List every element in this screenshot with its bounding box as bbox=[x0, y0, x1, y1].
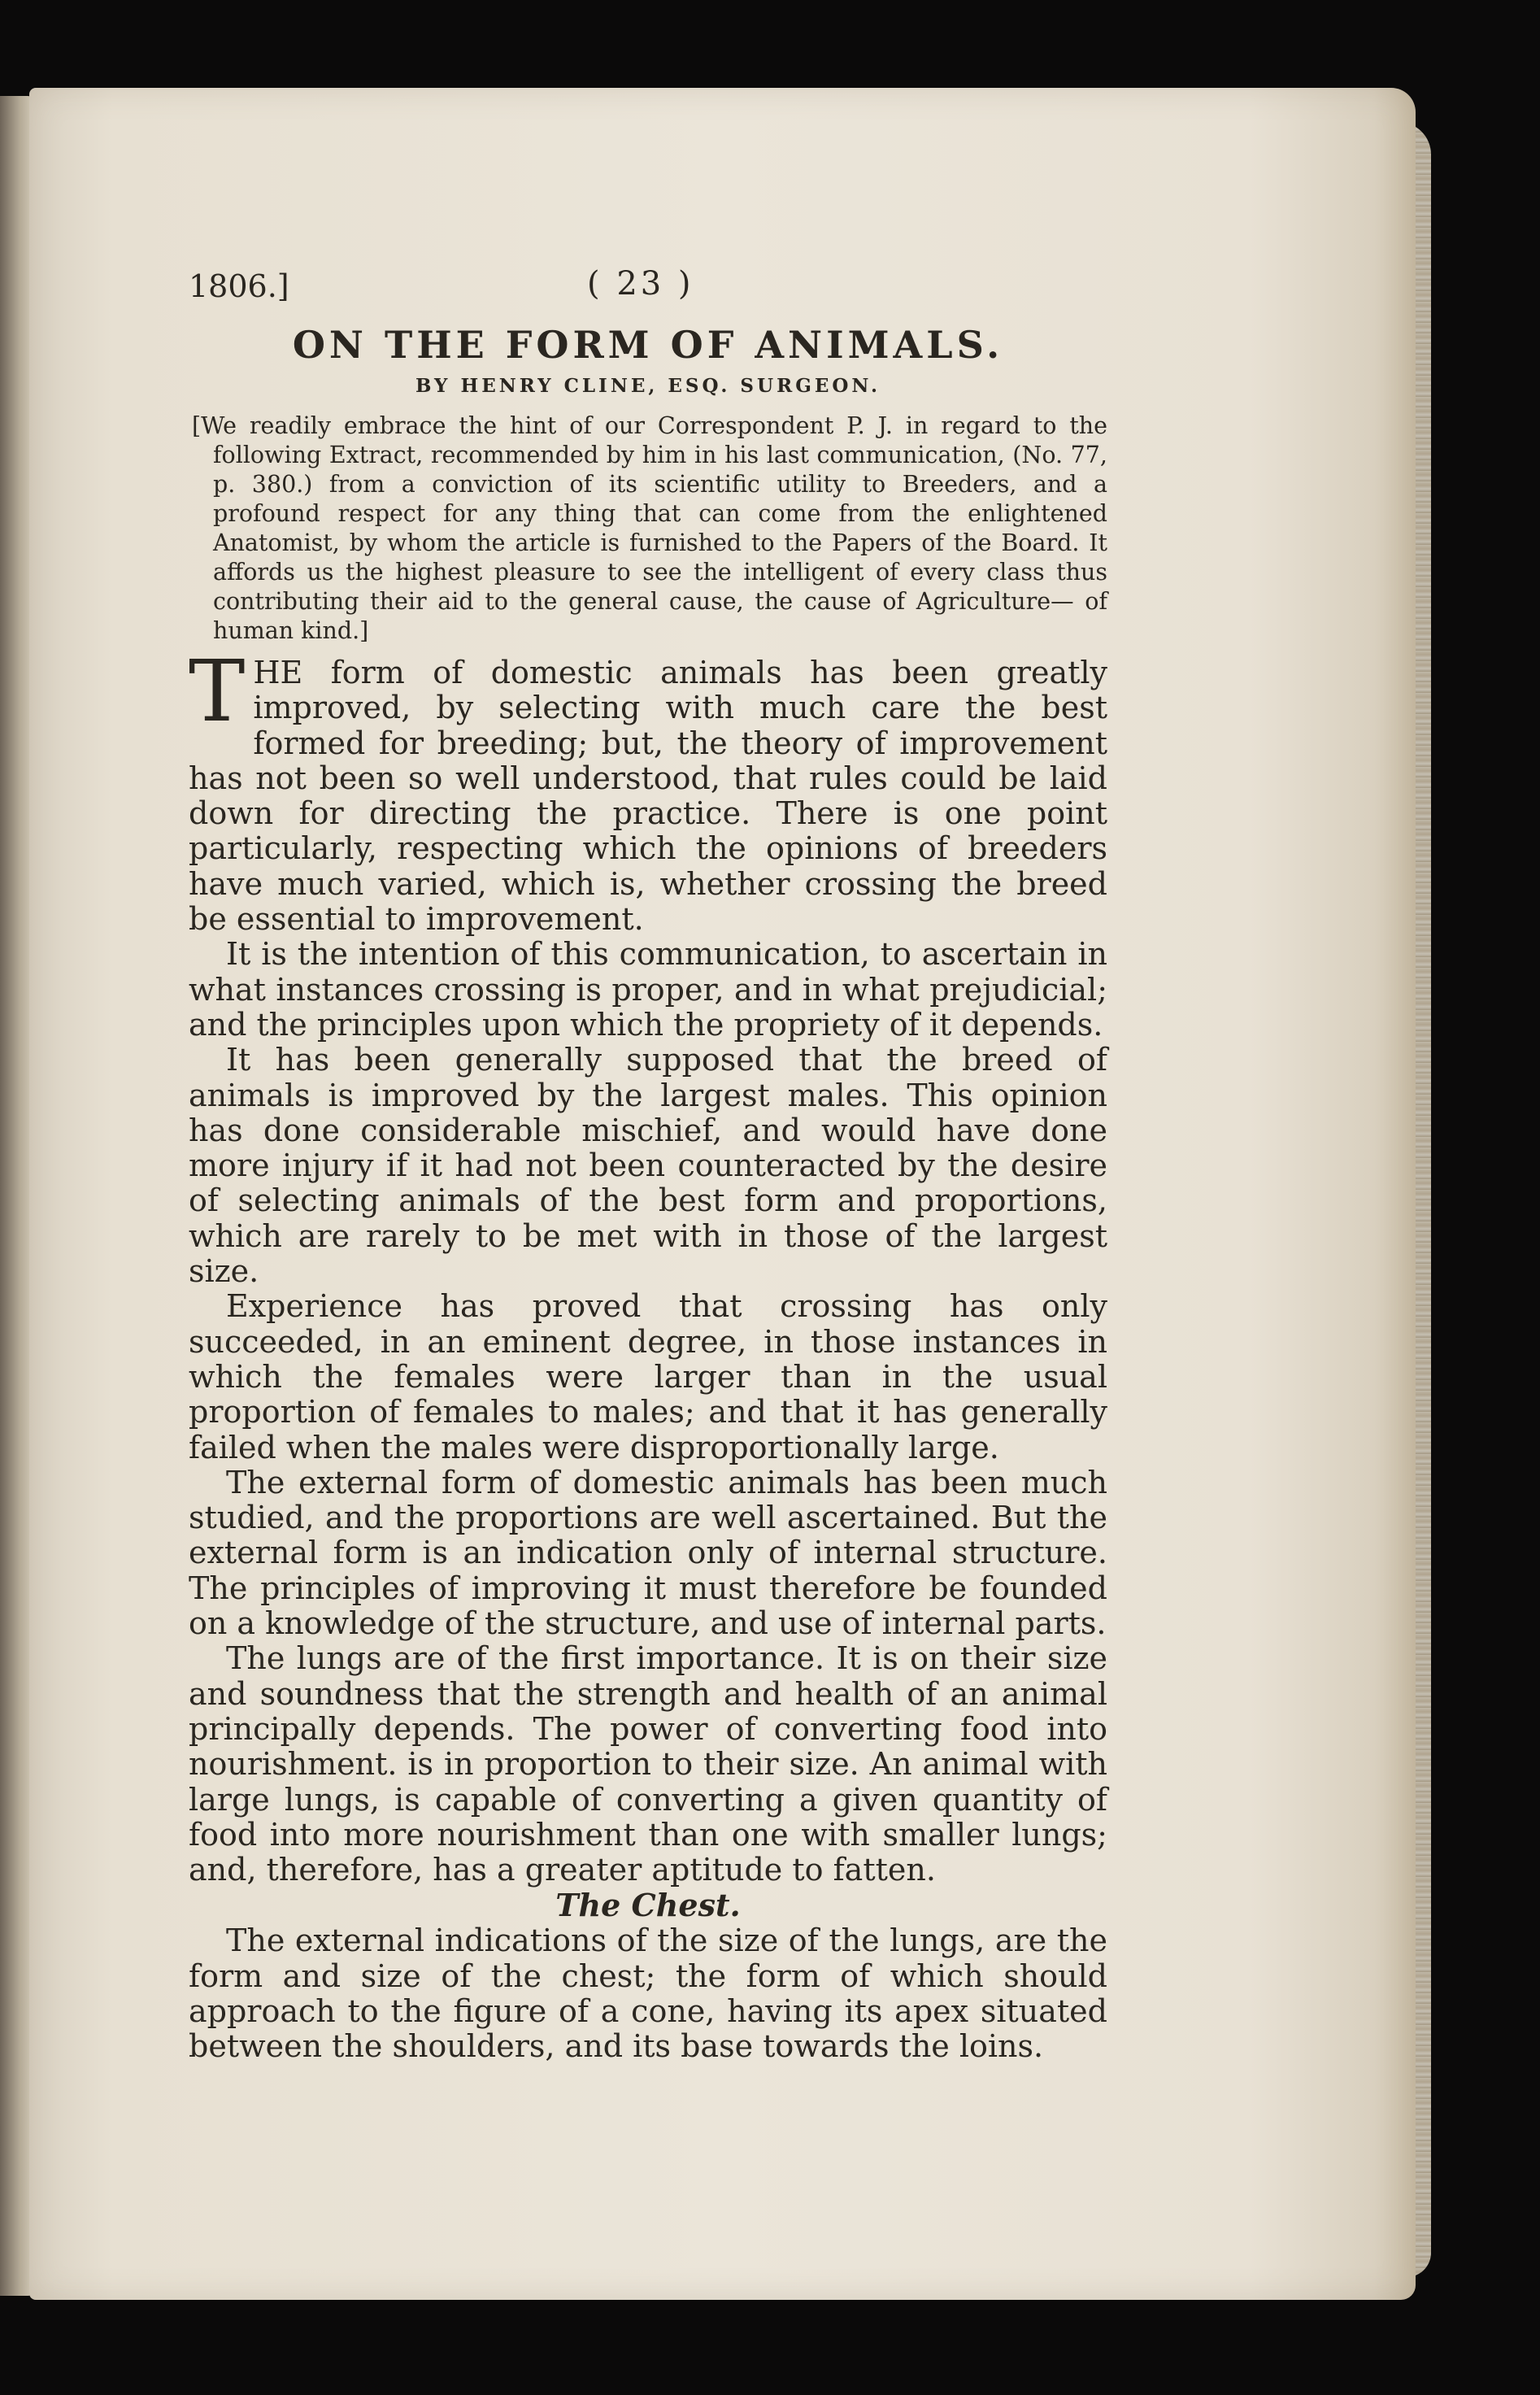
section-paragraph: The external indications of the size of the lungs, are the form and size of the chest; the form of which should approach to the figure of a cone, having its apex situated between the shoulders, and its base towards the loins. bbox=[189, 1923, 1107, 2065]
editor-note: [We readily embrace the hint of our Correspondent P. J. in regard to the following Extract, recommended by him in his last communication, (No. 77, p. 380.) from a conviction of its scientific utility to Breeders, and a profound respect for any thing that can come from the enlightened Anatomist, by whom the article is furnished to the Papers of the Board. It affords us the highest pleasure to see the intelligent of every class thus contributing their aid to the general cause, the cause of Agriculture— of human kind.] bbox=[192, 412, 1107, 644]
paragraph-4: Experience has proved that crossing has only succeeded, in an eminent degree, in those instances in which the females were larger than in the usual proportion of females to males; and that it has generally failed when the males were disproportionally large. bbox=[189, 1288, 1107, 1465]
paragraph-1-text: HE form of domestic animals has been greatly improved, by selecting with much care the best formed for breeding; but, the theory of improvement has not been so well understood, that rules could be laid down for directing the practice. There is one point particularly, respecting which the opinions of breeders have much varied, which is, whether crossing the breed be essential to improvement. bbox=[189, 655, 1107, 938]
paragraph-6: The lungs are of the first importance. It is on their size and soundness that the strength and health of an animal principally depends. The power of converting food into nourishment. is in proportion to their size. An animal with large lungs, is capable of converting a given quantity of food into more nourishment than one with smaller lungs; and, therefore, has a greater aptitude to fatten. bbox=[189, 1640, 1107, 1888]
paragraph-3: It has been generally supposed that the breed of animals is improved by the largest males. This opinion has done considerable mischief, and would have done more injury if it had not been counteracted by the desire of selecting animals of the best form and proportions, which are rarely to be met with in those of the largest size. bbox=[189, 1042, 1107, 1290]
page-content bbox=[189, 259, 1107, 2065]
article-title: ON THE FORM OF ANIMALS. bbox=[292, 323, 1004, 367]
article-byline: BY HENRY CLINE, ESQ. SURGEON. bbox=[415, 375, 881, 397]
paragraph-5: The external form of domestic animals has been much studied, and the proportions are well ascertained. But the external form is an indication only of internal structure. The principles of improving it must therefore be founded on a knowledge of the structure, and use of internal parts. bbox=[189, 1464, 1107, 1642]
drop-cap: T bbox=[189, 642, 246, 741]
paragraph-2: It is the intention of this communication, to ascertain in what instances crossing is proper, and in what prejudicial; and the principles upon which the propriety of it depends. bbox=[189, 936, 1107, 1043]
paragraph-1 bbox=[189, 642, 1107, 938]
running-head bbox=[189, 259, 1107, 307]
running-head-year: 1806.] bbox=[189, 268, 289, 304]
section-heading: The Chest. bbox=[555, 1887, 741, 1924]
page-number: ( 23 ) bbox=[587, 265, 694, 303]
